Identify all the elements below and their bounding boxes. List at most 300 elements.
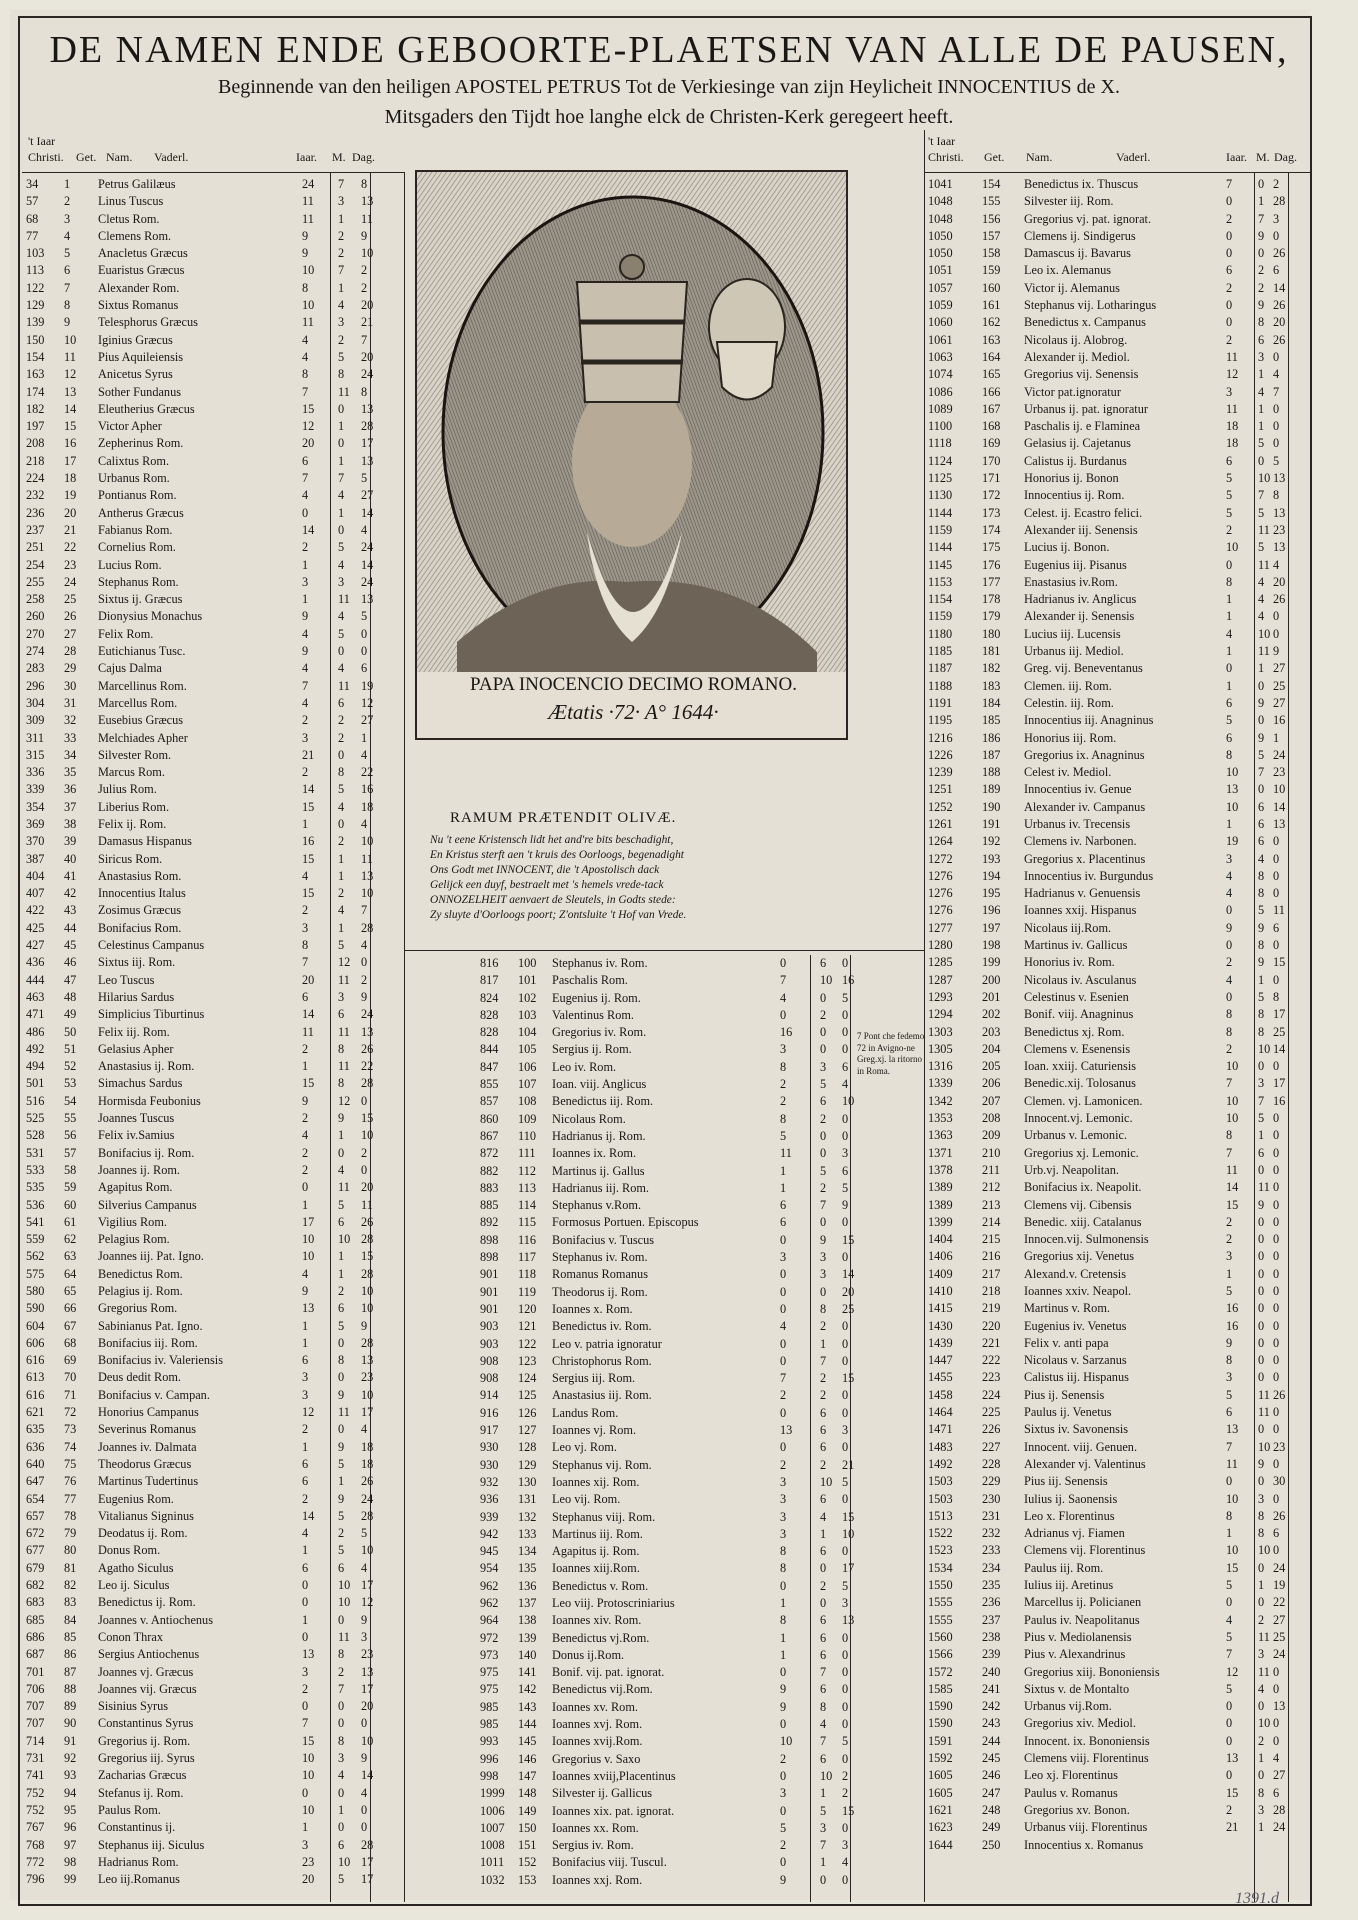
cell-days: 26 — [361, 1474, 374, 1489]
cell-pope-name: Gregorius xiij. Bononiensis — [1024, 1664, 1160, 1679]
cell-months: 2 — [338, 332, 345, 347]
table-row — [26, 574, 402, 591]
cell-days: 26 — [1273, 298, 1286, 313]
cell-year: 903 — [480, 1319, 499, 1334]
cell-years: 2 — [780, 1388, 787, 1403]
cell-months: 1 — [338, 1802, 345, 1817]
cell-year: 687 — [26, 1647, 45, 1662]
cell-pope-name: Simplicius Tiburtinus — [98, 1007, 205, 1022]
cell-months: 0 — [338, 522, 345, 537]
cell-pope-name: Ioannes xxj. Rom. — [552, 1872, 643, 1887]
cell-number: 11 — [64, 349, 76, 364]
cell-days: 0 — [842, 1699, 849, 1714]
cell-years: 7 — [780, 973, 787, 988]
cell-years: 14 — [302, 1508, 315, 1523]
cell-days: 3 — [842, 1838, 849, 1853]
cell-days: 4 — [361, 1422, 368, 1437]
table-row — [26, 902, 402, 919]
cell-number: 241 — [982, 1681, 1001, 1696]
cell-pope-name: Ioannes xvij.Rom. — [552, 1734, 643, 1749]
cell-days: 13 — [361, 868, 374, 883]
cell-months: 7 — [820, 1353, 827, 1368]
cell-number: 223 — [982, 1370, 1001, 1385]
cell-pope-name: Nicolaus v. Sarzanus — [1024, 1353, 1127, 1368]
cell-days: 0 — [1273, 1197, 1280, 1212]
cell-days: 5 — [361, 471, 368, 486]
side-note: 7 Pont che fedemo 72 in Avigno-ne Greg.xj. la ritorno in Roma. — [857, 1031, 925, 1076]
cell-number: 52 — [64, 1059, 77, 1074]
cell-days: 27 — [1273, 1768, 1286, 1783]
table-row — [928, 764, 1308, 781]
cell-months: 1 — [338, 1249, 345, 1264]
cell-pope-name: Lucius Rom. — [98, 557, 162, 572]
cell-year: 254 — [26, 557, 45, 572]
cell-days: 18 — [361, 1439, 374, 1454]
cell-days: 0 — [842, 1250, 849, 1265]
table-row — [26, 1854, 402, 1871]
cell-days: 0 — [361, 1716, 368, 1731]
cell-year: 962 — [480, 1595, 499, 1610]
page-title: DE NAMEN ENDE GEBOORTE-PLAETSEN VAN ALLE DE PAUSEN, — [49, 29, 1289, 71]
cell-days: 5 — [842, 1474, 849, 1489]
cell-pope-name: Constantinus Syrus — [98, 1716, 194, 1731]
cell-months: 5 — [338, 1197, 345, 1212]
cell-months: 1 — [338, 1474, 345, 1489]
cell-pope-name: Zacharias Græcus — [98, 1768, 187, 1783]
cell-months: 9 — [1258, 955, 1265, 970]
cell-number: 167 — [982, 401, 1001, 416]
table-row — [480, 1197, 920, 1214]
cell-months: 0 — [1258, 1768, 1265, 1783]
table-row — [480, 1059, 920, 1076]
cell-pope-name: Iginius Græcus — [98, 332, 173, 347]
cell-days: 5 — [1273, 453, 1280, 468]
cell-days: 0 — [842, 1042, 849, 1057]
cell-year: 1285 — [928, 955, 953, 970]
cell-months: 1 — [1258, 1820, 1265, 1835]
cell-pope-name: Damasus Hispanus — [98, 834, 192, 849]
cell-months: 11 — [338, 592, 350, 607]
cell-months: 8 — [338, 765, 345, 780]
cell-years: 2 — [302, 540, 309, 555]
cell-pope-name: Lucius iij. Lucensis — [1024, 626, 1121, 641]
cell-days: 16 — [1273, 1093, 1286, 1108]
cell-year: 1277 — [928, 920, 953, 935]
table-row — [928, 851, 1308, 868]
header-year-top-right: 't Iaar — [928, 134, 956, 148]
cell-years: 10 — [302, 1249, 315, 1264]
table-row — [928, 1819, 1308, 1836]
cell-year: 274 — [26, 644, 45, 659]
cell-pope-name: Benedic. xiij. Catalanus — [1024, 1214, 1142, 1229]
cell-pope-name: Joannes vij. Græcus — [98, 1681, 197, 1696]
table-row — [26, 1179, 402, 1196]
cell-days: 2 — [361, 263, 368, 278]
cell-days: 0 — [842, 1388, 849, 1403]
cell-year: 985 — [480, 1699, 499, 1714]
cell-year: 686 — [26, 1629, 45, 1644]
cell-pope-name: Gregorius iv. Rom. — [552, 1025, 647, 1040]
table-row — [26, 349, 402, 366]
cell-number: 244 — [982, 1733, 1001, 1748]
cell-pope-name: Silvester iij. Rom. — [1024, 194, 1114, 209]
cell-days: 10 — [842, 1526, 855, 1541]
cell-year: 701 — [26, 1664, 45, 1679]
table-row — [480, 1474, 920, 1491]
cell-days: 0 — [1273, 1456, 1280, 1471]
cell-pope-name: Valentinus Rom. — [552, 1007, 634, 1022]
cell-pope-name: Bonif. viij. Anagninus — [1024, 1007, 1134, 1022]
cell-years: 16 — [302, 834, 315, 849]
cell-number: 27 — [64, 626, 77, 641]
cell-months: 7 — [1258, 765, 1265, 780]
cell-years: 0 — [1226, 228, 1233, 243]
cell-pope-name: Benedictus iv. Rom. — [552, 1319, 652, 1334]
cell-years: 1 — [302, 1439, 309, 1454]
table-row — [480, 1249, 920, 1266]
cell-years: 4 — [1226, 972, 1233, 987]
cell-years: 0 — [1226, 1768, 1233, 1783]
cell-number: 71 — [64, 1387, 77, 1402]
cell-months: 4 — [820, 1717, 827, 1732]
cell-pope-name: Theodorus ij. Rom. — [552, 1284, 648, 1299]
cell-year: 1276 — [928, 868, 953, 883]
cell-days: 3 — [1273, 211, 1280, 226]
cell-months: 6 — [338, 695, 345, 710]
table-row — [928, 1698, 1308, 1715]
cell-days: 16 — [842, 973, 855, 988]
cell-years: 0 — [1226, 1595, 1233, 1610]
cell-months: 0 — [1258, 1318, 1265, 1333]
cell-days: 11 — [1273, 903, 1285, 918]
cell-days: 14 — [1273, 280, 1286, 295]
cell-year: 531 — [26, 1145, 45, 1160]
table-row — [928, 1525, 1308, 1542]
cell-years: 13 — [1226, 782, 1239, 797]
table-row — [928, 1715, 1308, 1732]
cell-months: 0 — [338, 1422, 345, 1437]
cell-years: 3 — [302, 1370, 309, 1385]
cell-year: 129 — [26, 298, 45, 313]
cell-year: 1410 — [928, 1284, 953, 1298]
cell-years: 11 — [1226, 401, 1238, 416]
cell-months: 2 — [338, 1284, 345, 1298]
cell-years: 0 — [780, 1232, 787, 1247]
cell-months: 5 — [1258, 505, 1265, 520]
cell-pope-name: Gregorius x. Placentinus — [1024, 851, 1146, 866]
cell-years: 4 — [1226, 626, 1233, 641]
cell-years: 1 — [780, 1647, 787, 1662]
cell-year: 1050 — [928, 246, 953, 261]
table-row — [26, 1369, 402, 1386]
cell-months: 6 — [1258, 332, 1265, 347]
cell-days: 11 — [361, 851, 373, 866]
cell-days: 17 — [842, 1561, 855, 1576]
cell-months: 10 — [338, 1578, 351, 1593]
cell-year: 1644 — [928, 1837, 953, 1852]
cell-pope-name: Ioannes xxij. Hispanus — [1024, 903, 1137, 918]
cell-years: 6 — [1226, 453, 1233, 468]
cell-year: 1216 — [928, 730, 953, 745]
table-row — [928, 539, 1308, 556]
cell-pope-name: Leo iij.Romanus — [98, 1872, 180, 1887]
cell-number: 93 — [64, 1768, 77, 1783]
table-row — [928, 1300, 1308, 1317]
cell-pope-name: Benedictus iij. Rom. — [552, 1094, 654, 1109]
cell-years: 2 — [1226, 332, 1233, 347]
table-row — [928, 799, 1308, 816]
table-row — [26, 1491, 402, 1508]
cell-years: 0 — [302, 1595, 309, 1610]
cell-pope-name: Martinus v. Rom. — [1024, 1301, 1110, 1316]
cell-number: 25 — [64, 592, 77, 607]
cell-pope-name: Innocentius Italus — [98, 886, 186, 901]
cell-pope-name: Gregorius iij. Syrus — [98, 1751, 195, 1766]
cell-pope-name: Calixtus Rom. — [98, 453, 170, 468]
cell-pope-name: Urb.vj. Neapolitan. — [1024, 1162, 1119, 1177]
cell-months: 3 — [338, 989, 345, 1004]
cell-months: 11 — [338, 1059, 350, 1074]
cell-year: 1008 — [480, 1838, 505, 1853]
cell-pope-name: Joannes iij. Pat. Igno. — [98, 1249, 204, 1264]
cell-number: 207 — [982, 1093, 1001, 1108]
cell-days: 0 — [842, 1665, 849, 1680]
cell-days: 23 — [361, 1370, 374, 1385]
cell-days: 14 — [361, 505, 374, 520]
cell-months: 6 — [820, 1492, 827, 1507]
table-row — [928, 193, 1308, 210]
cell-pope-name: Deus dedit Rom. — [98, 1370, 181, 1385]
cell-days: 13 — [1273, 471, 1286, 486]
cell-years: 11 — [780, 1146, 792, 1161]
cell-number: 82 — [64, 1578, 77, 1593]
cell-pope-name: Ioannes xviij,Placentinus — [552, 1768, 676, 1783]
cell-days: 12 — [361, 695, 374, 710]
cell-months: 5 — [1258, 436, 1265, 451]
cell-days: 26 — [1273, 246, 1286, 261]
cell-pope-name: Vigilius Rom. — [98, 1214, 167, 1229]
cell-number: 208 — [982, 1111, 1001, 1126]
cell-number: 84 — [64, 1612, 77, 1627]
table-row — [928, 211, 1308, 228]
cell-years: 10 — [1226, 1111, 1239, 1126]
cell-number: 202 — [982, 1007, 1001, 1022]
cell-year: 1144 — [928, 505, 953, 520]
cell-pope-name: Celest iv. Mediol. — [1024, 765, 1112, 780]
cell-number: 98 — [64, 1854, 77, 1869]
cell-year: 1605 — [928, 1768, 953, 1783]
cell-months: 10 — [820, 973, 833, 988]
cell-years: 3 — [302, 730, 309, 745]
table-row — [928, 1248, 1308, 1265]
cell-months: 0 — [1258, 1595, 1265, 1610]
cell-days: 4 — [1273, 367, 1280, 382]
cell-days: 0 — [842, 956, 849, 970]
cell-days: 0 — [842, 1630, 849, 1645]
cell-months: 6 — [820, 1682, 827, 1697]
table-row — [928, 487, 1308, 504]
cell-number: 60 — [64, 1197, 77, 1212]
cell-year: 1144 — [928, 540, 953, 555]
cell-number: 68 — [64, 1335, 77, 1350]
cell-number: 184 — [982, 695, 1001, 710]
cell-days: 6 — [842, 1163, 849, 1178]
cell-days: 0 — [1273, 1111, 1280, 1126]
cell-months: 4 — [338, 557, 345, 572]
table-row — [928, 1127, 1308, 1144]
cell-days: 2 — [361, 972, 368, 987]
cell-number: 36 — [64, 782, 77, 797]
table-row — [26, 747, 402, 764]
cell-year: 908 — [480, 1371, 499, 1386]
cell-days: 14 — [1273, 799, 1286, 814]
cell-months: 11 — [338, 1024, 350, 1039]
table-row — [26, 885, 402, 902]
subtitle-line-1: Beginnende van den heiligen APOSTEL PETRUS Tot de Verkiesinge van zijn Heylicheit INNOCENTIUS de X. — [218, 76, 1120, 98]
cell-days: 10 — [361, 1301, 374, 1316]
cell-days: 28 — [361, 419, 374, 434]
cell-days: 13 — [842, 1613, 855, 1628]
cell-pope-name: Felix iv.Samius — [98, 1128, 175, 1143]
cell-year: 1621 — [928, 1802, 953, 1817]
cell-pope-name: Felix iij. Rom. — [98, 1024, 170, 1039]
cell-years: 9 — [780, 1699, 787, 1714]
cell-years: 5 — [780, 1820, 787, 1835]
cell-years: 11 — [1226, 1456, 1238, 1471]
cell-number: 123 — [518, 1353, 537, 1368]
cell-number: 69 — [64, 1353, 77, 1368]
cell-days: 14 — [1273, 1041, 1286, 1056]
cell-number: 38 — [64, 816, 77, 831]
table-row — [26, 1819, 402, 1836]
cell-years: 5 — [1226, 713, 1233, 728]
cell-days: 7 — [361, 332, 368, 347]
table-row — [26, 1750, 402, 1767]
poem-line: Ons Godt met INNOCENT, die 't Apostolisch dack — [430, 864, 660, 876]
cell-years: 0 — [780, 1353, 787, 1368]
cell-days: 10 — [361, 834, 374, 849]
cell-number: 125 — [518, 1388, 537, 1403]
cell-days: 10 — [361, 1128, 374, 1143]
cell-pope-name: Romanus Romanus — [552, 1267, 648, 1282]
cell-months: 9 — [1258, 920, 1265, 935]
table-row — [26, 176, 402, 193]
cell-months: 9 — [1258, 695, 1265, 710]
cell-number: 40 — [64, 851, 77, 866]
header-years: Iaar. — [296, 150, 317, 164]
table-row — [928, 1075, 1308, 1092]
cell-year: 1590 — [928, 1699, 953, 1714]
cell-number: 117 — [518, 1250, 536, 1265]
cell-number: 5 — [64, 246, 71, 261]
cell-months: 5 — [1258, 747, 1265, 762]
table-row — [480, 955, 920, 972]
cell-year: 575 — [26, 1266, 45, 1281]
cell-months: 0 — [820, 1284, 827, 1299]
table-row — [480, 1872, 920, 1889]
cell-days: 0 — [1273, 886, 1280, 901]
cell-number: 100 — [518, 956, 537, 970]
table-row — [480, 1509, 920, 1526]
cell-days: 0 — [1273, 1301, 1280, 1316]
table-row — [928, 453, 1308, 470]
cell-months: 7 — [338, 471, 345, 486]
cell-pope-name: Victor Apher — [98, 419, 162, 434]
cell-year: 857 — [480, 1094, 499, 1109]
cell-year: 309 — [26, 713, 45, 728]
table-row — [928, 1646, 1308, 1663]
cell-years: 10 — [1226, 1491, 1239, 1506]
cell-days: 3 — [361, 1629, 368, 1644]
cell-number: 94 — [64, 1785, 77, 1800]
cell-year: 232 — [26, 488, 45, 503]
cell-months: 11 — [338, 678, 350, 693]
cell-months: 0 — [1258, 1699, 1265, 1714]
cell-number: 136 — [518, 1578, 537, 1593]
cell-number: 51 — [64, 1041, 77, 1056]
cell-days: 25 — [842, 1301, 855, 1316]
cell-months: 0 — [1258, 1162, 1265, 1177]
cell-months: 8 — [1258, 938, 1265, 953]
cell-days: 0 — [1273, 1266, 1280, 1281]
cell-months: 2 — [338, 228, 345, 243]
cell-months: 7 — [1258, 211, 1265, 226]
cell-months: 5 — [338, 1318, 345, 1333]
cell-months: 0 — [1258, 177, 1265, 191]
cell-months: 2 — [1258, 263, 1265, 278]
cell-number: 39 — [64, 834, 77, 849]
cell-months: 11 — [1258, 557, 1270, 572]
cell-pope-name: Urbanus v. Lemonic. — [1024, 1128, 1128, 1143]
cell-months: 5 — [338, 782, 345, 797]
portrait-caption: PAPA INOCENCIO DECIMO ROMANO. — [470, 674, 797, 695]
cell-days: 0 — [1273, 868, 1280, 883]
cell-years: 2 — [302, 1111, 309, 1126]
cell-year: 1409 — [928, 1266, 953, 1281]
cell-number: 166 — [982, 384, 1001, 399]
cell-number: 137 — [518, 1595, 537, 1610]
cell-days: 9 — [361, 989, 368, 1004]
cell-days: 24 — [361, 574, 374, 589]
cell-year: 471 — [26, 1007, 45, 1022]
cell-days: 0 — [1273, 1370, 1280, 1385]
table-row — [26, 1698, 402, 1715]
cell-pope-name: Hormisda Feubonius — [98, 1093, 201, 1108]
cell-pope-name: Simachus Sardus — [98, 1076, 183, 1091]
cell-number: 225 — [982, 1405, 1001, 1420]
table-row — [928, 1110, 1308, 1127]
cell-pope-name: Stephanus iij. Siculus — [98, 1837, 205, 1852]
cell-years: 0 — [780, 1440, 787, 1455]
cell-years: 15 — [302, 799, 315, 814]
table-row — [26, 1231, 402, 1248]
cell-days: 15 — [1273, 955, 1286, 970]
cell-days: 0 — [842, 1440, 849, 1455]
cell-years: 4 — [302, 349, 309, 364]
cell-pope-name: Paschalis ij. e Flaminea — [1024, 419, 1141, 434]
table-row — [928, 1629, 1308, 1646]
table-row — [26, 1629, 402, 1646]
cell-pope-name: Bonifacius ij. Rom. — [98, 1145, 195, 1160]
table-row — [480, 990, 920, 1007]
cell-days: 0 — [1273, 626, 1280, 641]
cell-days: 0 — [1273, 1335, 1280, 1350]
cell-number: 107 — [518, 1077, 537, 1092]
cell-pope-name: Felix Rom. — [98, 626, 154, 641]
table-row — [26, 591, 402, 608]
cell-years: 20 — [302, 1872, 315, 1887]
cell-number: 57 — [64, 1145, 77, 1160]
